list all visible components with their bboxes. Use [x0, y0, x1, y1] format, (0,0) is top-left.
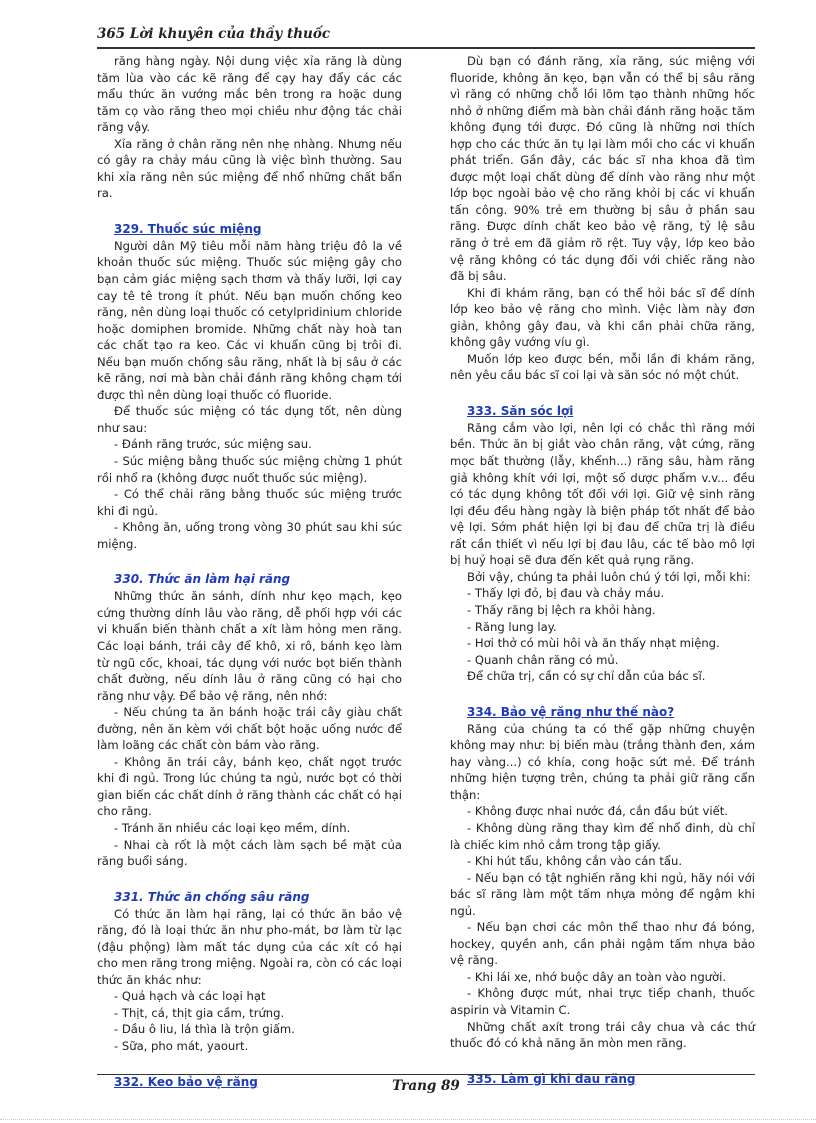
bullet-item: - Không ăn, uống trong vòng 30 phút sau khi súc miệng. — [97, 520, 402, 551]
bullet-item: - Súc miệng bằng thuốc súc miệng chừng 1 phút rồi nhổ ra (không được nuốt thuốc súc miệng). — [97, 454, 402, 485]
section-heading: 333. Săn sóc lợi — [467, 403, 574, 418]
paragraph: Bởi vậy, chúng ta phải luôn chú ý tới lợi, mỗi khi: — [467, 569, 751, 584]
paragraph: Những thức ăn sánh, dính như kẹo mạch, kẹo cứng thường dính lâu vào răng, dễ phối hợp với các vi khuẩn biến thành chất a xít làm hỏng men răng. Các loại bánh, trái cây để khô, xi rô, bánh kẹo làm từ ngũ cốc, khoai, tác dụng với nước bọt biến thành chất đường, nếu dính lâu ở răng cũng có hại cho răng như vậy. Để bảo vệ răng, nên nhớ: — [97, 589, 402, 703]
bullet-item: - Đánh răng trước, súc miệng sau. — [114, 437, 312, 452]
paragraph: Người dân Mỹ tiêu mỗi năm hàng triệu đô la về khoản thuốc súc miệng. Thuốc súc miệng gây cho bạn cảm giác miệng sạch thơm và thấy lưỡi, lợi cay cay tê tê trong ít phút. Nếu bạn muốn chống keo răng, nên dùng loại thuốc có cetylpridinium chloride hoặc domiphen bromide. Những chất này hoà tan các chất tạo ra keo. Các vi khuẩn cũng bị trôi đi. Nếu bạn muốn chống sâu răng, nhất là bị sâu ở các kẽ răng, nơi mà bàn chải đánh răng không chạm tới được thì nên dùng loại thuốc có fluoride. — [97, 238, 402, 402]
right-column — [450, 53, 755, 1086]
bullet-item: - Có thể chải răng bằng thuốc súc miệng trước khi đi ngủ. — [97, 487, 402, 518]
bullet-item: - Khi hút tẩu, không cắn vào cán tẩu. — [467, 854, 683, 869]
bullet-item: - Thấy răng bị lệch ra khỏi hàng. — [467, 602, 656, 617]
paragraph: Dù bạn có đánh răng, xỉa răng, súc miệng với fluoride, không ăn kẹo, bạn vẫn có thể bị sâu răng vì răng có những chỗ lồi lõm tạo thành những hốc nhỏ ở những điểm mà bàn chải đánh răng hoặc tăm không đụng tới được. Đó cũng là những nơi thích hợp cho các thức ăn tụ lại làm mồi cho các vi khuẩn phát triển. Gần đây, các bác sĩ nha khoa đã tìm được một loại chất dùng để dính vào răng như một lớp bọc ngoài bảo vệ cho răng khỏi bị các vi khuẩn tấn công. 90% trẻ em thường bị sâu ở phần sau răng. Được dính chất keo bảo vệ răng, tỷ lệ sâu răng ở trẻ em đã giảm rõ rệt. Tuy vậy, lớp keo bảo vệ răng không có tác dụng đối với chiếc răng nào đã bị sâu. — [450, 54, 755, 284]
page-number: Trang 89 — [392, 1078, 460, 1094]
header-rule — [97, 47, 755, 49]
bullet-item: - Không được mút, nhai trực tiếp chanh, thuốc aspirin và Vitamin C. — [450, 986, 755, 1017]
paragraph: Khi đi khám răng, bạn có thể hỏi bác sĩ để dính lớp keo bảo vệ răng cho mình. Việc làm này đơn giản, không gây đau, và khi cần phải chữa răng, không gây vướng víu gì. — [450, 285, 755, 350]
paragraph: Muốn lớp keo được bền, mỗi lần đi khám răng, nên yêu cầu bác sĩ coi lại và săn sóc nó một chút. — [450, 351, 755, 383]
section-heading: 330. Thức ăn làm hại răng — [114, 572, 291, 587]
paragraph: răng hàng ngày. Nội dung việc xỉa răng là dùng tăm lùa vào các kẽ răng để cạy hay đẩy các các mẩu thức ăn vướng mắc bên trong ra hoặc dung tăm cọ vào răng theo mọi chiều như động tác chải răng vậy. — [97, 54, 402, 135]
left-column — [97, 53, 402, 1089]
footer-rule — [97, 1074, 755, 1075]
section-heading: 331. Thức ăn chống sâu răng — [114, 889, 310, 904]
bullet-item: - Không được nhai nước đá, cắn đầu bút viết. — [467, 804, 728, 819]
paragraph: Răng của chúng ta có thể gặp những chuyện không may như: bị biến màu (trắng thành đen, xám hay vàng...) có khía, cong hoặc sứt mẻ. Để tránh những hiện tượng trên, chúng ta phải giữ răng cẩn thận: — [450, 721, 755, 802]
bullet-item: - Nếu bạn có tật nghiến răng khi ngủ, hãy nói với bác sĩ răng làm một tấm nhựa mỏng để ngậm khi ngủ. — [450, 870, 755, 918]
bullet-item: - Thấy lợi đỏ, bị đau và chảy máu. — [467, 586, 665, 601]
bullet-item: - Nếu bạn chơi các môn thể thao như đá bóng, hockey, quyền anh, cần phải ngậm tấm nhựa bảo vệ răng. — [450, 920, 755, 968]
bullet-item: - Quả hạch và các loại hạt — [114, 989, 266, 1004]
bullet-item: - Sữa, pho mát, yaourt. — [114, 1038, 249, 1053]
section-heading: 332. Keo bảo vệ răng — [114, 1074, 258, 1089]
paragraph: Có thức ăn làm hại răng, lại có thức ăn bảo vệ răng, đó là loại thức ăn như pho-mát, bơ làm từ lạc (đậu phộng) làm mất tác dụng của các xít có hại cho men răng trong miệng. Ngoài ra, còn có các loại thức ăn khác như: — [97, 906, 402, 987]
bullet-item: - Quanh chân răng có mủ. — [467, 652, 619, 667]
section-heading: 329. Thuốc súc miệng — [114, 221, 262, 236]
paragraph: Để thuốc súc miệng có tác dụng tốt, nên dùng như sau: — [97, 404, 402, 435]
bullet-item: - Không ăn trái cây, bánh kẹo, chất ngọt trước khi đi ngủ. Trong lúc chúng ta ngủ, nước bọt có thời gian biến các chất dính ở răng thành các chất có hại cho răng. — [97, 754, 402, 819]
bullet-item: - Không dùng răng thay kìm để nhổ đinh, dù chỉ là chiếc kim nhỏ cắm trong tập giấy. — [450, 820, 755, 852]
running-header: 365 Lời khuyên của thầy thuốc — [97, 26, 331, 42]
bullet-item: - Dầu ô liu, lá thìa là trộn giấm. — [114, 1022, 295, 1037]
section-heading: 334. Bảo vệ răng như thế nào? — [467, 704, 675, 719]
bullet-item: - Nhai cà rốt là một cách làm sạch bề mặt của răng buổi sáng. — [97, 837, 402, 869]
paragraph: Xỉa răng ở chân răng nên nhẹ nhàng. Nhưng nếu có gây ra chảy máu cũng là việc bình thường. Sau khi xỉa răng nên súc miệng để nhổ những chất bẩn ra. — [97, 136, 402, 201]
section-heading: 335. Làm gì khi đau răng — [467, 1071, 636, 1086]
bullet-item: - Răng lung lay. — [467, 619, 557, 634]
bullet-item: - Hơi thở có mùi hôi và ăn thấy nhạt miệng. — [467, 636, 720, 651]
bullet-item: - Thịt, cá, thịt gia cầm, trứng. — [114, 1005, 285, 1020]
bullet-item: - Tránh ăn nhiều các loại kẹo mềm, dính. — [114, 820, 351, 835]
bullet-item: - Nếu chúng ta ăn bánh hoặc trái cây giàu chất đường, nên ăn kèm với chất bột hoặc uống nước để làm loãng các chất còn bám vào răng. — [97, 705, 402, 753]
paragraph: Để chữa trị, cần có sự chỉ dẫn của bác sĩ. — [467, 669, 706, 684]
page-edge — [0, 1119, 816, 1120]
paragraph: Răng cắm vào lợi, nên lợi có chắc thì răng mới bền. Thức ăn bị giắt vào chân răng, vật cứng, răng mọc bất thường (lẫy, khểnh...) răng sâu, hàm răng giả không khít với lợi, một số dược phẩm v.v... đều có tác dụng không tốt đối với lợi. Giữ vệ sinh răng lợi đều đều hàng ngày là biện pháp tốt nhất để bảo vệ lợi. Sớm phát hiện lợi bị đau để chữa trị là điều rất cần thiết vì nếu lợi bị đau lâu, các tế bào mô lợi bị huỷ hoại sẽ đưa đến kết quả rụng răng. — [450, 420, 755, 568]
bullet-item: - Khi lái xe, nhớ buộc dây an toàn vào người. — [467, 969, 727, 984]
paragraph: Những chất axít trong trái cây chua và các thứ thuốc đó có khả năng ăn mòn men răng. — [450, 1019, 755, 1051]
